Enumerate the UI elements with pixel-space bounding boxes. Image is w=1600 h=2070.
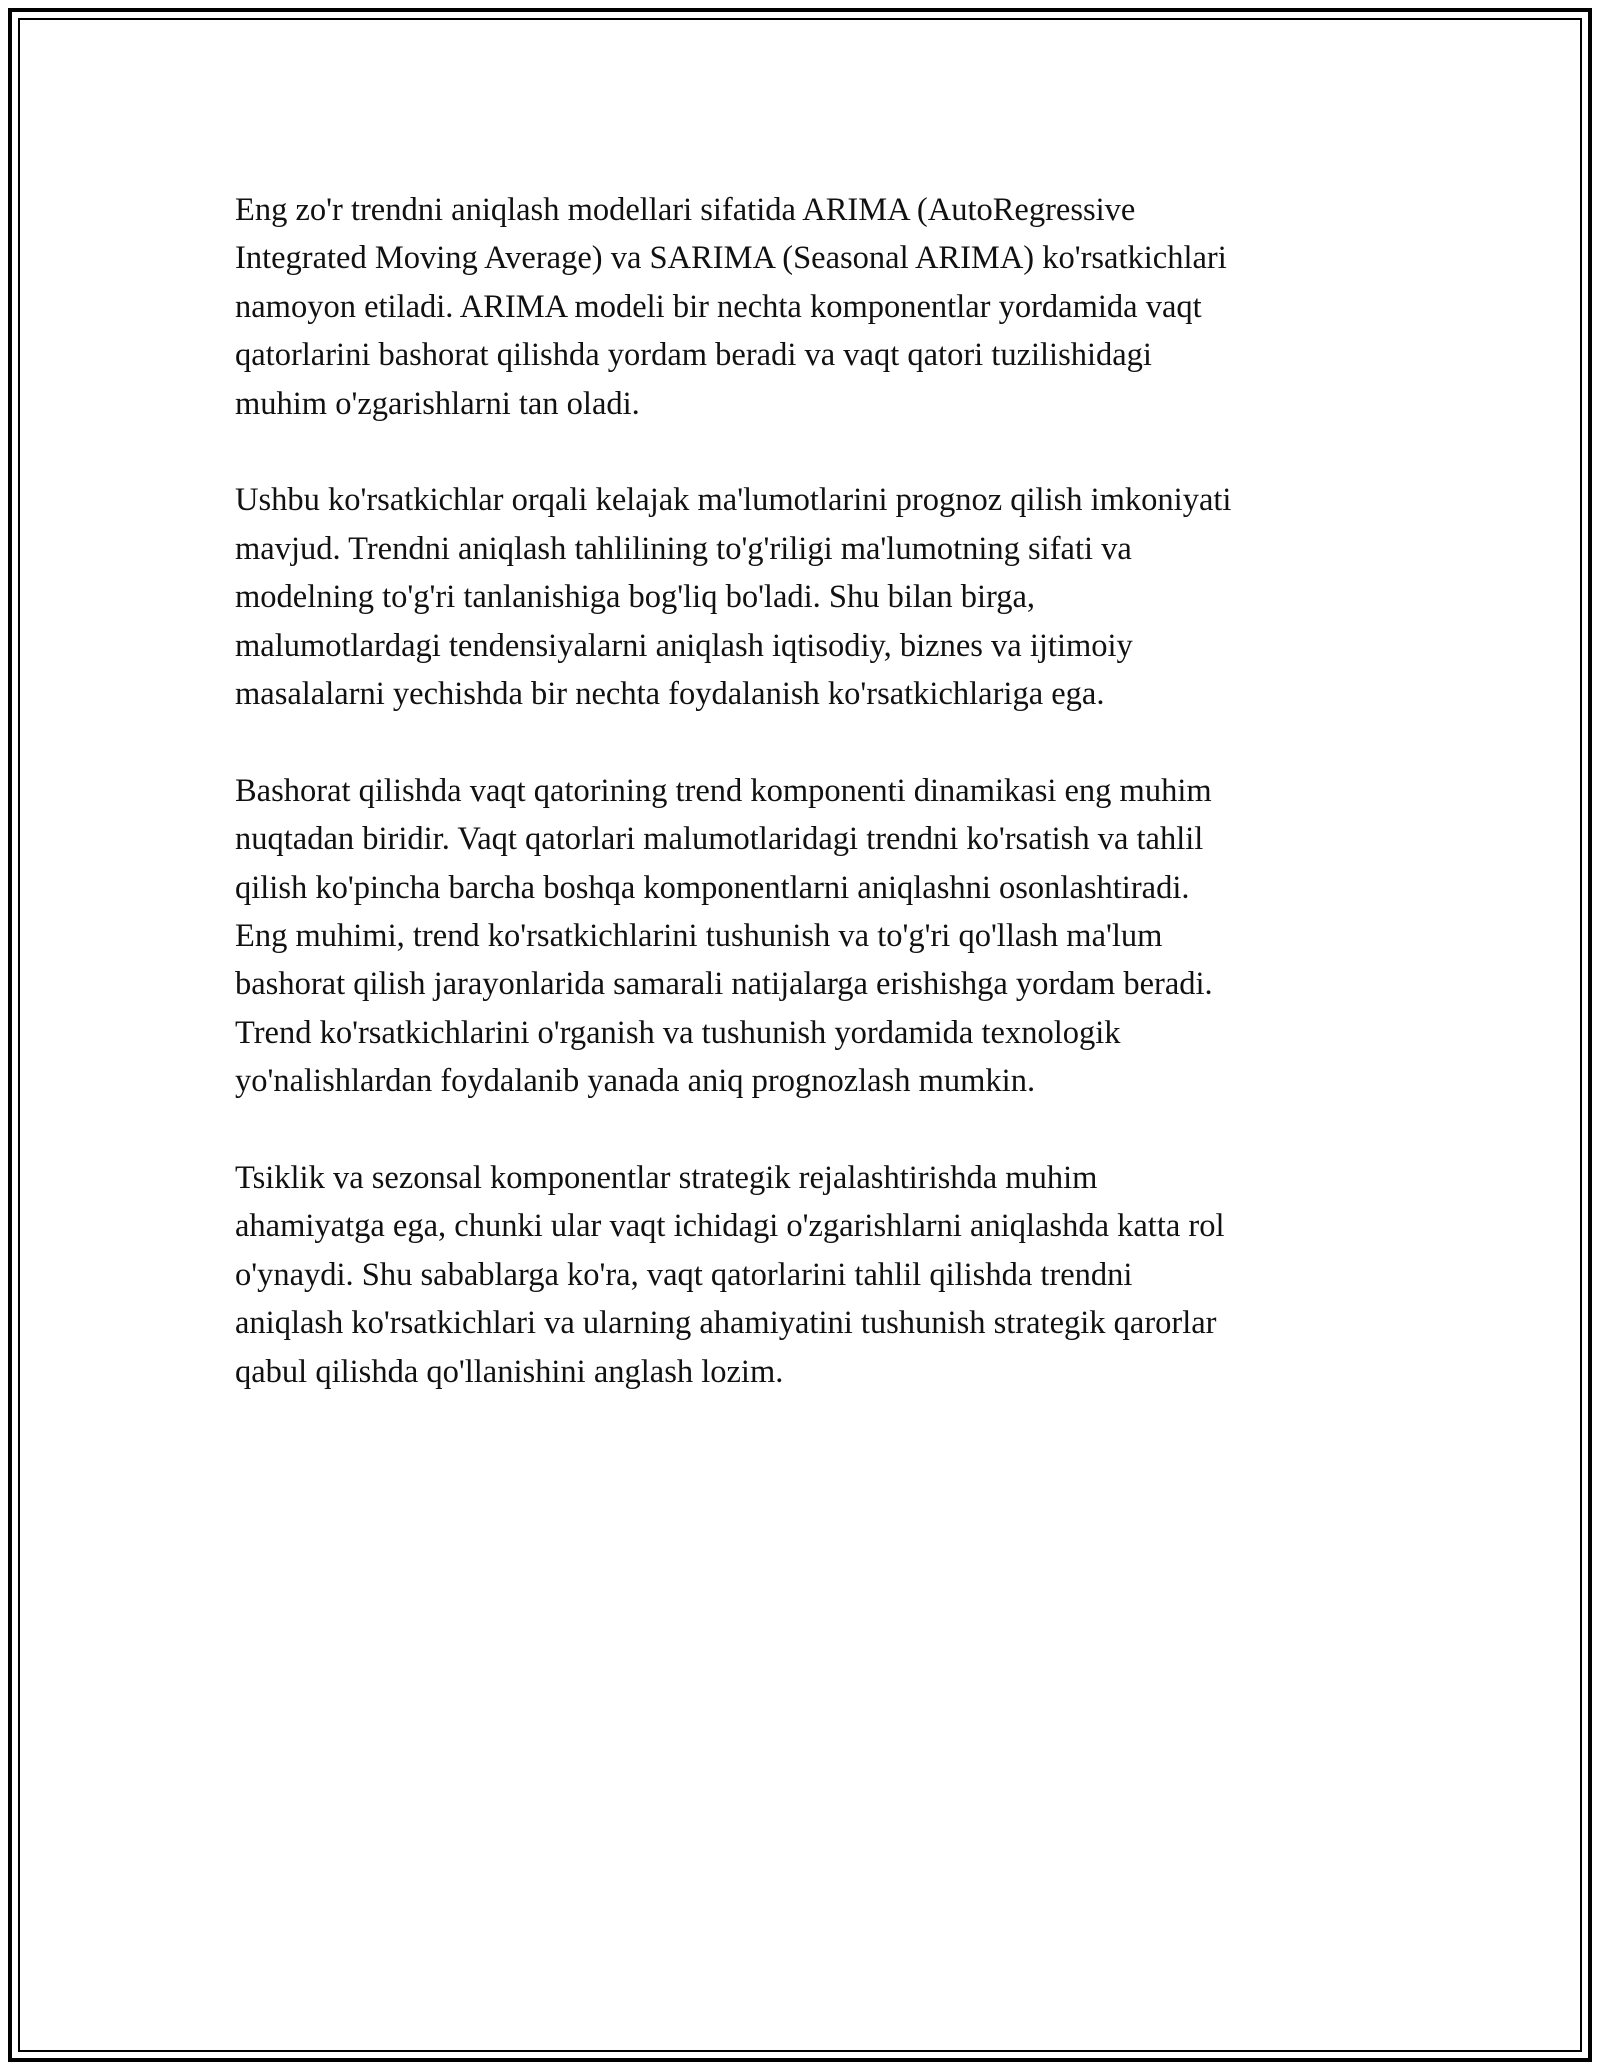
text-line: qilish ko'pincha barcha boshqa komponentlarni aniqlashni osonlashtiradi. — [235, 869, 1190, 906]
text-line: Trend ko'rsatkichlarini o'rganish va tushunish yordamida texnologik — [235, 1014, 1121, 1051]
text-line: namoyon etiladi. ARIMA modeli bir nechta komponentlar yordamida vaqt — [235, 288, 1202, 325]
text-line: masalalarni yechishda bir nechta foydalanish ko'rsatkichlariga ega. — [235, 676, 1105, 713]
text-line: Bashorat qilishda vaqt qatorining trend komponenti dinamikasi eng muhim — [235, 772, 1212, 809]
text-line: yo'nalishlardan foydalanib yanada aniq prognozlash mumkin. — [235, 1063, 1036, 1100]
text-line: bashorat qilish jarayonlarida samarali natijalarga erishishga yordam beradi. — [235, 966, 1213, 1003]
text-line: aniqlash ko'rsatkichlari va ularning ahamiyatini tushunish strategik qarorlar — [235, 1305, 1217, 1342]
text-line: ahamiyatga ega, chunki ular vaqt ichidagi o'zgarishlarni aniqlashda katta rol — [235, 1208, 1225, 1245]
paragraph-3 — [235, 767, 1375, 1106]
text-line: Integrated Moving Average) va SARIMA (Seasonal ARIMA) ko'rsatkichlari — [235, 240, 1227, 277]
document-body — [235, 186, 1375, 1445]
text-line: qatorlarini bashorat qilishda yordam beradi va vaqt qatori tuzilishidagi — [235, 337, 1152, 374]
text-line: qabul qilishda qo'llanishini anglash lozim. — [235, 1353, 784, 1390]
text-line: modelning to'g'ri tanlanishiga bog'liq bo'ladi. Shu bilan birga, — [235, 579, 1036, 616]
text-line: Eng muhimi, trend ko'rsatkichlarini tushunish va to'g'ri qo'llash ma'lum — [235, 918, 1163, 955]
text-line: muhim o'zgarishlarni tan oladi. — [235, 385, 640, 422]
paragraph-2 — [235, 476, 1375, 718]
text-line: Eng zo'r trendni aniqlash modellari sifatida ARIMA (AutoRegressive — [235, 192, 1136, 228]
paragraph-4 — [235, 1154, 1375, 1396]
text-line: mavjud. Trendni aniqlash tahlilining to'g'riligi ma'lumotning sifati va — [235, 530, 1132, 567]
text-line: malumotlardagi tendensiyalarni aniqlash iqtisodiy, biznes va ijtimoiy — [235, 627, 1133, 664]
text-line: Tsiklik va sezonsal komponentlar strategik rejalashtirishda muhim — [235, 1160, 1098, 1197]
paragraph-1 — [235, 186, 1375, 428]
text-line: nuqtadan biridir. Vaqt qatorlari malumotlaridagi trendni ko'rsatish va tahlil — [235, 821, 1204, 858]
text-line: o'ynaydi. Shu sabablarga ko'ra, vaqt qatorlarini tahlil qilishda trendni — [235, 1256, 1133, 1293]
text-line: Ushbu ko'rsatkichlar orqali kelajak ma'lumotlarini prognoz qilish imkoniyati — [235, 482, 1232, 519]
